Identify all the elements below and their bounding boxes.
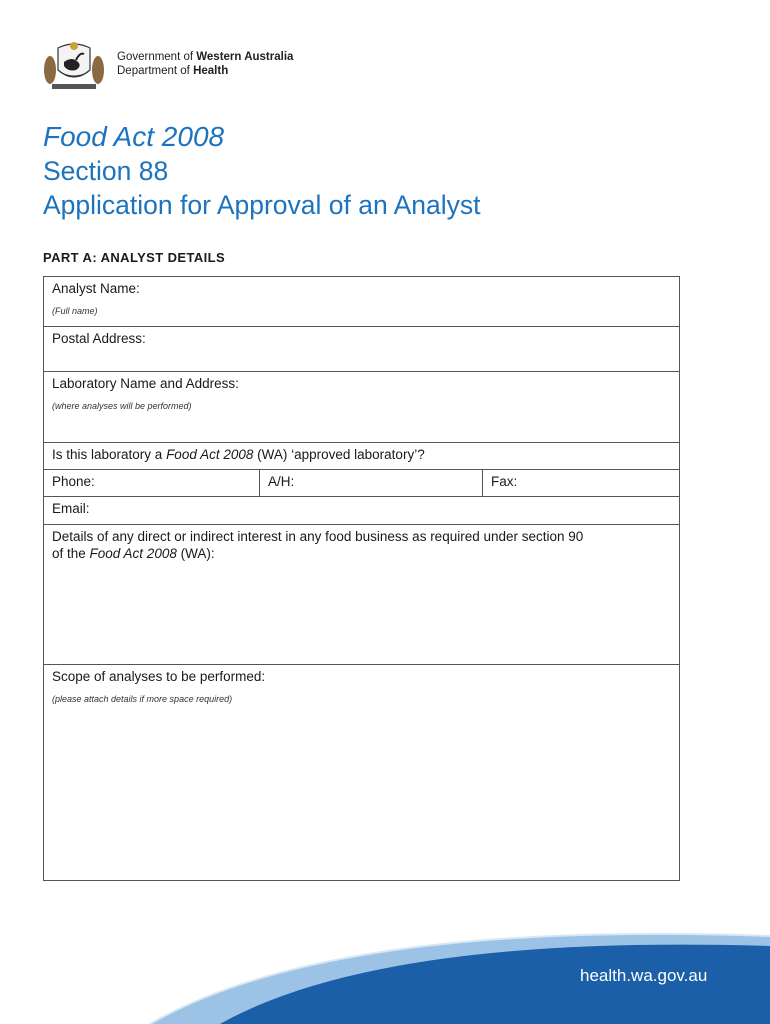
email-field[interactable] — [44, 497, 679, 525]
document-title — [43, 120, 481, 222]
contact-row — [44, 470, 679, 497]
postal-address-field[interactable] — [44, 327, 679, 372]
government-department-text — [117, 50, 293, 78]
approved-laboratory-label: Is this laboratory a Food Act 2008 (WA) ‘approved laboratory’? — [52, 447, 425, 462]
title-application: Application for Approval of an Analyst — [43, 190, 481, 220]
interest-details-label: Details of any direct or indirect interest in any food business as required under section 90 of the Food Act 2008 (WA): — [52, 529, 584, 561]
government-line: Government of Western Australia — [117, 51, 294, 63]
analyst-name-label: Analyst Name: — [52, 281, 140, 296]
analyst-details-form — [43, 276, 680, 881]
header — [42, 40, 342, 92]
website-link[interactable]: health.wa.gov.au — [580, 966, 708, 985]
title-act: Food Act 2008 — [43, 121, 225, 152]
fax-label: Fax: — [491, 474, 518, 489]
analyst-name-field[interactable] — [44, 277, 679, 327]
footer-wave-graphic — [0, 900, 770, 1024]
title-section: Section 88 — [43, 156, 169, 186]
laboratory-hint: (where analyses will be performed) — [52, 401, 192, 411]
scope-of-analyses-field[interactable] — [44, 665, 679, 882]
wa-coat-of-arms-logo — [42, 40, 106, 92]
laboratory-field[interactable] — [44, 372, 679, 443]
scope-label: Scope of analyses to be performed: — [52, 669, 266, 684]
department-line: Department of Health — [117, 65, 229, 77]
phone-field[interactable] — [44, 470, 259, 496]
fax-field[interactable] — [482, 470, 681, 496]
email-label: Email: — [52, 501, 90, 516]
laboratory-label: Laboratory Name and Address: — [52, 376, 239, 391]
phone-label: Phone: — [52, 474, 95, 489]
analyst-name-hint: (Full name) — [52, 306, 98, 316]
postal-address-label: Postal Address: — [52, 331, 146, 346]
interest-details-field[interactable] — [44, 525, 679, 665]
after-hours-label: A/H: — [268, 474, 295, 489]
part-a-heading: PART A: ANALYST DETAILS — [43, 250, 226, 265]
after-hours-field[interactable] — [259, 470, 482, 496]
scope-hint: (please attach details if more space required) — [52, 694, 233, 704]
approved-laboratory-question[interactable] — [44, 443, 679, 470]
